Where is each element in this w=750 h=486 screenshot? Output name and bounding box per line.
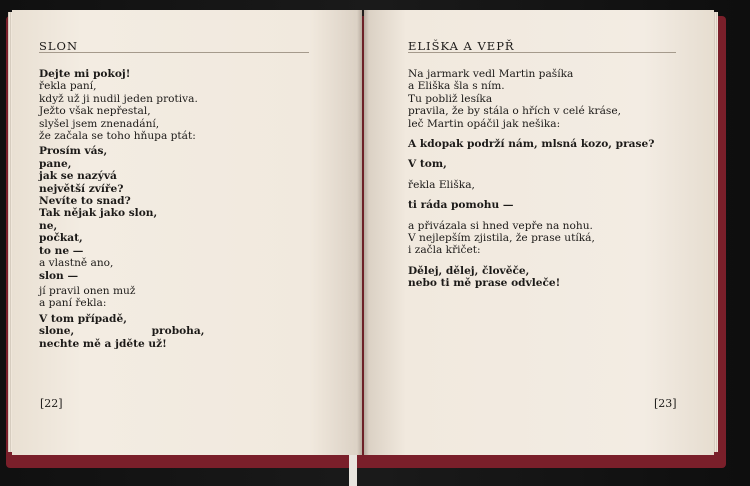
poem-line: Dělej, dělej, člověče, <box>408 264 530 277</box>
poem-line: slone, proboha, <box>39 325 205 338</box>
poem-line: Na jarmark vedl Martin pašíka <box>408 68 574 80</box>
poem-line: a přivázala si hned vepře na nohu. <box>408 219 593 232</box>
poem-line: A kdopak podrží nám, mlsná kozo, prase? <box>408 138 655 151</box>
book-gutter <box>357 10 369 455</box>
poem-line: Prosím vás, <box>39 145 108 158</box>
poem-line: Nevíte to snad? <box>39 195 131 208</box>
poem-line: to ne — <box>39 244 84 257</box>
page-number-left: [22] <box>40 397 63 410</box>
poem-line: řekla Eliška, <box>408 178 475 191</box>
poem-line: slyšel jsem znenadání, <box>39 117 160 130</box>
bookmark-ribbon <box>349 455 357 486</box>
poem-line: Tu pobliž lesíka <box>408 92 493 105</box>
right-page <box>364 10 714 455</box>
poem-line: počkat, <box>39 232 83 245</box>
poem-line: pravila, že by stála o hřích v celé kráse, <box>408 105 622 118</box>
poem-line: i začla křičet: <box>408 244 481 257</box>
left-page <box>12 10 362 455</box>
poem-line: a vlastně ano, <box>39 257 114 270</box>
poem-line: V tom, <box>408 158 447 171</box>
poem-line: jak se nazývá <box>39 170 117 183</box>
poem-line: slon — <box>39 269 79 282</box>
poem-line: Ježto však nepřestal, <box>39 105 151 118</box>
poem-line: když už ji nudil jeden protiva. <box>39 92 198 105</box>
poem-line: leč Martin opáčil jak nešika: <box>408 117 561 130</box>
poem-line: řekla paní, <box>39 80 97 93</box>
running-head-left: SLON <box>39 39 79 53</box>
running-head-right: ELIŠKA A VEPŘ <box>408 39 515 53</box>
poem-line: ne, <box>39 219 58 232</box>
poem-line: jí pravil onen muž <box>39 284 136 297</box>
head-rule-right <box>408 52 676 53</box>
poem-slon <box>39 68 204 350</box>
head-rule-left <box>39 52 309 53</box>
poem-line: ti ráda pomohu — <box>408 199 514 212</box>
poem-line: nechte mě a jděte už! <box>39 337 167 350</box>
poem-line: Dejte mi pokoj! <box>39 68 131 80</box>
poem-line: a paní řekla: <box>39 297 107 310</box>
poem-line: V nejlepším zjistila, že prase utíká, <box>408 232 595 245</box>
poem-line: a Eliška šla s ním. <box>408 80 505 93</box>
poem-eliska-a-vepr <box>408 68 654 290</box>
poem-line: V tom případě, <box>39 312 127 325</box>
poem-line: že začala se toho hňupa ptát: <box>39 130 196 143</box>
page-number-right: [23] <box>654 397 677 410</box>
poem-line: Tak nějak jako slon, <box>39 207 158 220</box>
poem-line: největší zvíře? <box>39 182 124 195</box>
poem-line: nebo ti mě prase odvleče! <box>408 277 561 290</box>
poem-line: pane, <box>39 157 72 170</box>
